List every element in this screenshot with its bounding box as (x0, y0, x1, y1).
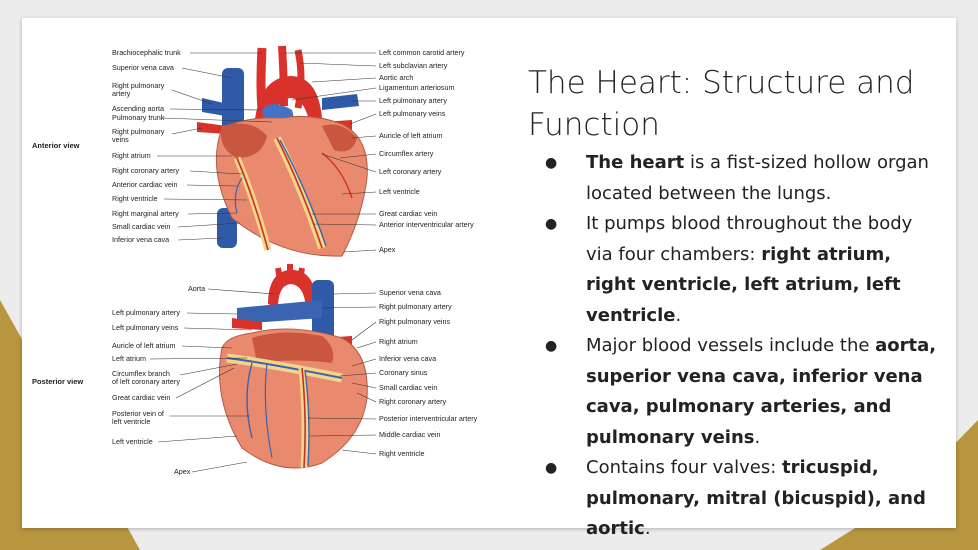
label-circumflex-branch-1: Circumflex branch (112, 369, 170, 378)
bullet-dot-icon: ● (545, 216, 558, 232)
slide-title: The Heart: Structure and Function (528, 65, 915, 143)
label-great-cardiac-vein: Great cardiac vein (379, 209, 438, 218)
label-right-marginal-artery: Right marginal artery (112, 209, 179, 218)
label-pulmonary-trunk: Pulmonary trunk (112, 113, 165, 122)
heart-diagram (22, 18, 502, 528)
label-right-pulmonary-artery: Right pulmonary artery (379, 302, 452, 311)
bullet-bold-run: aorta, superior vena cava, inferior vena cava, pulmonary arteries, and pulmonary veins (586, 335, 937, 448)
bullet-text (586, 335, 936, 448)
bullet-text-run: Contains four valves: (586, 457, 783, 478)
label-anterior-cardiac-vein: Anterior cardiac vein (112, 180, 178, 189)
label-anterior-apex: Apex (379, 245, 396, 254)
label-middle-cardiac-vein: Middle cardiac vein (379, 430, 441, 439)
label-superior-vena-cava: Superior vena cava (379, 288, 441, 297)
label-left-ventricle: Left ventricle (379, 187, 420, 196)
bullet-item (542, 453, 942, 545)
bullet-text-run: It pumps blood throughout the body via four chambers: (586, 213, 913, 265)
label-aorta: Aorta (188, 284, 206, 293)
bullet-item (542, 209, 942, 331)
label-auricle-of-left-atrium: Auricle of left atrium (112, 341, 176, 350)
label-inferior-vena-cava: Inferior vena cava (112, 235, 170, 244)
bullet-text (586, 457, 926, 539)
label-brachiocephalic-trunk: Brachiocephalic trunk (112, 48, 181, 57)
label-left-coronary-artery: Left coronary artery (379, 167, 442, 176)
label-posterior-interventricular-artery: Posterior interventricular artery (379, 414, 478, 423)
label-posterior-apex: Apex (174, 467, 191, 476)
label-right-coronary-artery: Right coronary artery (112, 166, 180, 175)
bullet-dot-icon: ● (545, 460, 558, 476)
bullet-text-run: . (644, 518, 651, 539)
label-posterior-vein-1: Posterior vein of (112, 409, 164, 418)
bullet-text-run: is a fist-sized hollow organ located between the lungs. (586, 152, 929, 204)
label-right-atrium: Right atrium (379, 337, 418, 346)
label-right-atrium: Right atrium (112, 151, 151, 160)
label-right-pulmonary-veins-2: veins (112, 135, 129, 144)
bullet-list (542, 148, 942, 545)
posterior-view-label: Posterior view (32, 377, 84, 386)
label-inferior-vena-cava: Inferior vena cava (379, 354, 437, 363)
label-circumflex-branch-2: of left coronary artery (112, 377, 180, 386)
label-left-atrium: Left atrium (112, 354, 146, 363)
label-right-ventricle: Right ventricle (112, 194, 158, 203)
label-left-pulmonary-artery: Left pulmonary artery (379, 96, 447, 105)
label-superior-vena-cava: Superior vena cava (112, 63, 174, 72)
slide (22, 18, 956, 539)
bullet-text-run: Major blood vessels include the (586, 335, 876, 356)
bullet-text (586, 213, 912, 326)
label-right-pulmonary-artery-2: artery (112, 89, 131, 98)
label-left-common-carotid-artery: Left common carotid artery (379, 48, 465, 57)
bullet-item (542, 331, 942, 453)
bullet-bold-run: tricuspid, pulmonary, mitral (bicuspid), and aortic (586, 457, 926, 539)
label-ascending-aorta: Ascending aorta (112, 104, 164, 113)
bullet-bold-run: The heart (586, 152, 685, 173)
posterior-heart-illustration (220, 264, 368, 468)
label-left-pulmonary-artery: Left pulmonary artery (112, 308, 180, 317)
bullet-dot-icon: ● (545, 338, 558, 354)
label-left-pulmonary-veins: Left pulmonary veins (112, 323, 179, 332)
bullet-text-run: . (754, 426, 761, 448)
label-circumflex-artery: Circumflex artery (379, 149, 434, 158)
label-small-cardiac-vein: Small cardiac vein (112, 222, 171, 231)
label-right-pulmonary-veins-1: Right pulmonary (112, 127, 165, 136)
label-anterior-interventricular-artery: Anterior interventricular artery (379, 220, 474, 229)
bullet-item (542, 148, 942, 209)
label-right-pulmonary-artery-1: Right pulmonary (112, 81, 165, 90)
label-left-ventricle: Left ventricle (112, 437, 153, 446)
label-coronary-sinus: Coronary sinus (379, 368, 428, 377)
label-ligamentum-arteriosum: Ligamentum arteriosum (379, 83, 455, 92)
label-great-cardiac-vein: Great cardiac vein (112, 393, 171, 402)
label-posterior-vein-2: left ventricle (112, 417, 151, 426)
anterior-view-label: Anterior view (32, 141, 80, 150)
label-left-pulmonary-veins: Left pulmonary veins (379, 109, 446, 118)
label-right-pulmonary-veins: Right pulmonary veins (379, 317, 451, 326)
bullet-bold-run: right atrium, right ventricle, left atrium, left ventricle (586, 243, 901, 326)
bullet-text-run: . (675, 304, 682, 326)
bullet-dot-icon: ● (545, 155, 558, 171)
label-right-ventricle: Right ventricle (379, 449, 425, 458)
label-right-coronary-artery: Right coronary artery (379, 397, 447, 406)
label-aortic-arch: Aortic arch (379, 73, 414, 82)
label-small-cardiac-vein: Small cardiac vein (379, 383, 438, 392)
label-auricle-of-left-atrium: Auricle of left atrium (379, 131, 443, 140)
label-left-subclavian-artery: Left subclavian artery (379, 61, 448, 70)
bullet-text (586, 152, 929, 204)
